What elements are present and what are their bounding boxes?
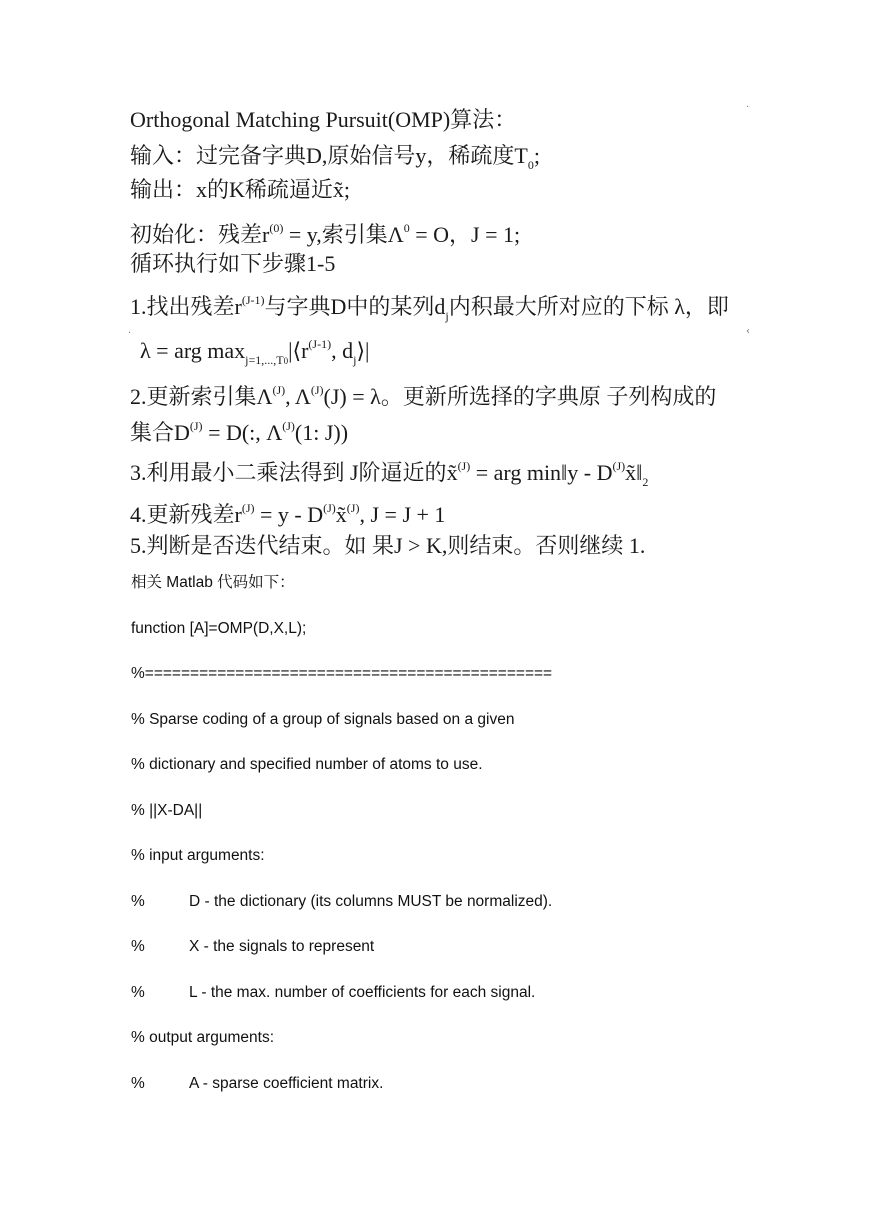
code-arg-line: % A - sparse coefficient matrix. (131, 1075, 384, 1092)
code-intro: 相关 Matlab 代码如下： (131, 574, 295, 591)
step5-line: 5.判断是否迭代结束。如 果J > K,则结束。否则继续 1. (130, 533, 646, 558)
scan-edge-mark: ‹ (746, 326, 750, 337)
code-comment: % ||X-DA|| (131, 802, 203, 819)
step2-set-line: 集合$D^{(J)} = D$(:, $\Lambda^{(J)}(1$: J)) (130, 419, 349, 445)
equation-lambda: λ = arg $\max_{j=1,...,T0}|⟨r^{(J-1)}$, $d_j⟩|$ (140, 337, 370, 367)
output-line: 输出：x的K稀疏逼近x̃; (130, 177, 351, 202)
code-comment: % input arguments: (131, 847, 265, 864)
scan-edge-mark: · (128, 328, 132, 339)
step4-line: 4.更新残差$r^{(J)} = y$ - $D^{(J)}x̃^{(J)}$, J = J + 1 (130, 501, 446, 527)
code-arg-line: % D - the dictionary (its columns MUST be normalized). (131, 893, 553, 910)
code-separator: %============================================= (131, 665, 553, 682)
init-line: 初始化：残差$r^{(0)} = y$,索引集$\Lambda^0 = O$，J = 1; (130, 221, 521, 247)
step2-line: 2.更新索引集$\Lambda^{(J)}$, $\Lambda^{(J)}(J) = \lambda$。更新所选择的字典原 子列构成的 (130, 383, 717, 409)
algorithm-scan (128, 102, 750, 558)
code-function-line: function [A]=OMP(D,X,L); (131, 620, 307, 637)
code-comment: % output arguments: (131, 1029, 275, 1046)
input-line: 输入：过完备字典D,原始信号y，稀疏度$T_0$; (130, 143, 540, 172)
step3-line: 3.利用最小二乘法得到 J阶逼近的x̃$^{(J)}$ = arg min‖y - $D^{(J)}x̃‖_2$ (130, 459, 649, 489)
code-arg-line: % X - the signals to represent (131, 938, 375, 955)
scan-edge-mark: · (746, 102, 750, 113)
code-comment: % dictionary and specified number of atoms to use. (131, 756, 483, 773)
algorithm-title: Orthogonal Matching Pursuit(OMP)算法： (130, 107, 517, 132)
loop-line: 循环执行如下步骤1-5 (130, 251, 336, 276)
step1-line: 1.找出残差$r^{(J-1)}$与字典D中的某列$d_j$内积最大所对应的下标 λ，即 (130, 293, 729, 323)
code-arg-line: % L - the max. number of coefficients for each signal. (131, 984, 536, 1001)
code-comment: % Sparse coding of a group of signals based on a given (131, 711, 515, 728)
